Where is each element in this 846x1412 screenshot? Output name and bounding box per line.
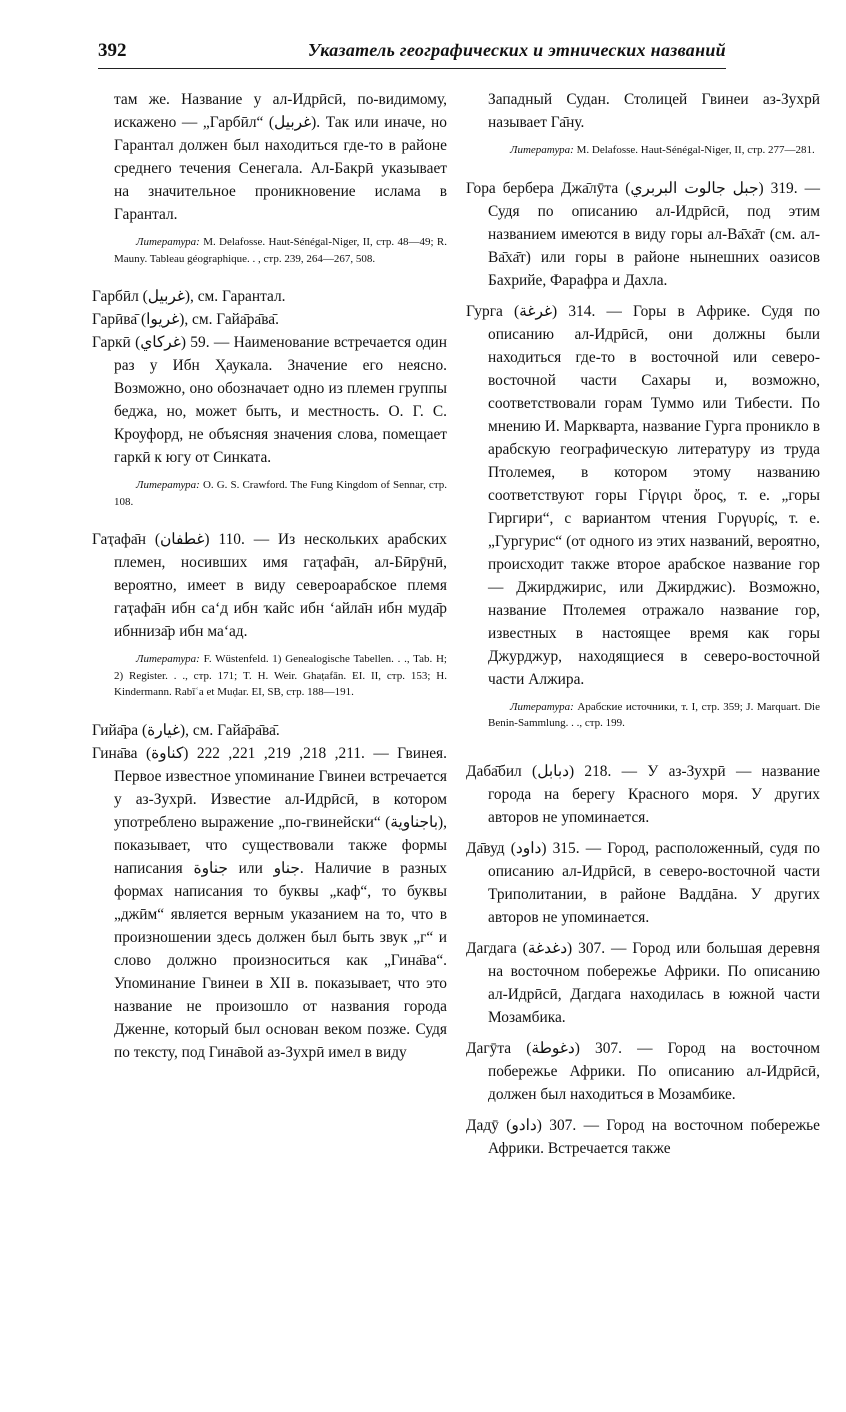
entry-gariva: Гарӣва̄ (غريوا), см. Гайа̄ра̄ва̄. [92, 311, 279, 328]
entry-gatafan: Гаҭафа̄н (غطفان) 110. — Из нескольких арабских племен, носивших имя гаҭафа̄н, ал-Бӣрӯнӣ, вероятно, имеет в виду североарабское племя гаҭафа̄н ибн са‘д ибн ҡайс ибн ‘айла̄н ибн муда̄р ибнниза̄р ибн ма‘ад. [92, 531, 447, 640]
entry-gora-berbera: Гора бербера Джа̄лӯта (جبل جالوت البربري) 319. — Судя по описанию ал-Идрӣсӣ, под этим названием имеются в виду горы ал-Ва̄ха̄т (см. ал-Ва̄ха̄т) или горы в районе нынешних оазисов Бахрийе, Фарафра и Дахла. [466, 179, 821, 289]
literature-text: O. G. S. Crawford. The Fung Kingdom of Sennar, стр. 108. [114, 479, 448, 508]
entry-davud: Да̄вуд (داود) 315. — Город, расположенный, судя по описанию ал-Идрӣсӣ, в северо-восточной части Триполитании, в районе Ваддāна. У других авторов не упоминается. [466, 839, 820, 926]
entry-giyara: Гийа̄ра (غيارة), см. Гайа̄ра̄ва̄. [92, 721, 280, 739]
left-column [92, 88, 447, 1072]
entry-dababil: Даба̄бил (دبابل) 218. — У аз-Зухрӣ — название города на берегу Красного моря. У других авторов не упоминается. [466, 762, 820, 826]
literature-note [466, 142, 820, 159]
section-gap [466, 750, 820, 760]
literature-label: Литература: [136, 236, 200, 248]
right-column [466, 88, 820, 1168]
entry-daguta: Дагӯта (دغوطة) 307. — Город на восточном побережье Африки. По описанию ал-Идрӣсӣ, должен был находиться в Мозамбике. [466, 1039, 820, 1103]
entry-gurga: Гурга (غرغة) 314. — Горы в Африке. Судя по описанию ал-Идрӣсӣ, они должны были находиться где-то в восточной или северо-восточной части Сахары и, возможно, соответствовали горам Туммо или Тибести. По мнению И. Маркварта, название Гурга проникло в арабскую географическую литературу из труда Птолемея, в котором этому названию соответствуют горы Γίργιρι ὄρος, т. е. „горы Гиргири“, с вариантом чтения Γυργυρίς, т. е. „Гургурис“ (от одного из этих названий, вероятно, происходит также второе арабское название гор — Джирджирис, или Джирджис). Возможно, название Птолемея отражало название гор, известных в настоящее время как горы Джурджур, находящиеся в северо-восточной части Алжира. [466, 302, 820, 688]
entry-garbil: Гарбӣл (غربيل), см. Гарантал. [92, 288, 286, 305]
literature-note [92, 477, 447, 510]
literature-label: Литература: [136, 479, 200, 491]
literature-text: F. Wüstenfeld. 1) Genealogische Tabellen. . ., Tab. H; 2) Register. . ., стр. 171; T. H. Weir. Ghaṭafān. EI. II, стр. 153; H. Kindermann. Rabīʿa et Muḍar. EI, SB, стр. 188—191. [114, 653, 447, 698]
literature-label: Литература: [136, 653, 200, 665]
literature-note [92, 651, 447, 701]
continued-paragraph: Западный Судан. Столицей Гвинеи аз-Зухрӣ называет Га̄ну. [488, 91, 820, 131]
entry-ginava: Гина̄ва (كناوة) 211, 218, 219, 221, 222. — Гвинея. Первое известное упоминание Гвинеи встречается у аз-Зухрӣ. Известие ал-Идрӣсӣ, в котором употреблено выражение „по-гвинейски“ (باجناوية), показывает, что существовали также формы написания جناوة или جناو. Наличие в разных формах написания то буквы „каф“, то буквы „джӣм“ является верным указанием на то, что в произношении здесь должен был быть звук „г“ и слово должно произноситься как „Гина̄ва“. Упоминание Гвинеи в XII в. показывает, что это название не произошло от названия города Дженне, который был основан веком позже. Судя по тексту, под Гина̄вой аз-Зухрӣ имел в виду [92, 744, 448, 1061]
continued-paragraph: там же. Название у ал-Идрӣсӣ, по-видимому, искажено — „Гарбӣл“ (غربيل). Так или иначе, но Гарантал должен был находиться где-то в районе среднего течения Сенегала. Ал-Бакрӣ указывает на значительное проникновение ислама в Гарантал. [114, 91, 447, 223]
entry-dagdaga: Дагдага (دغدغة) 307. — Город или большая деревня на восточном побережье Африки. По описанию ал-Идрӣсӣ, Дагдага находилась в южной части Мозамбика. [466, 939, 820, 1026]
literature-text: M. Delafosse. Haut-Sénégal-Niger, II, стр. 277—281. [576, 144, 815, 156]
literature-text: Арабские источники, т. I, стр. 359; J. Marquart. Die Benin-Sammlung. . ., стр. 199. [488, 700, 820, 729]
entry-garkai: Гаркӣ (غركاي) 59. — Наименование встречается один раз у Ибн Ҳаукала. Значение его неясно. Возможно, оно обозначает одно из племен группы беджа, но, может быть, и местность. О. Г. С. Кроуфорд, не объясняя значения слова, помещает гаркӣ к югу от Синката. [92, 334, 447, 466]
literature-label: Литература: [510, 144, 574, 156]
literature-note [466, 699, 820, 732]
literature-note [92, 234, 447, 267]
running-title: Указатель географических и этнических названий [307, 40, 726, 60]
running-header [98, 38, 726, 69]
literature-label: Литература: [510, 700, 574, 713]
literature-text: M. Delafosse. Haut-Sénégal-Niger, II, стр. 48—49; R. Mauny. Tableau géographique. . , стр. 239, 264—267, 508. [114, 236, 447, 265]
entry-dadu: Дадӯ (دادو) 307. — Город на восточном побережье Африки. Встречается также [466, 1116, 820, 1157]
page-number: 392 [98, 40, 127, 61]
